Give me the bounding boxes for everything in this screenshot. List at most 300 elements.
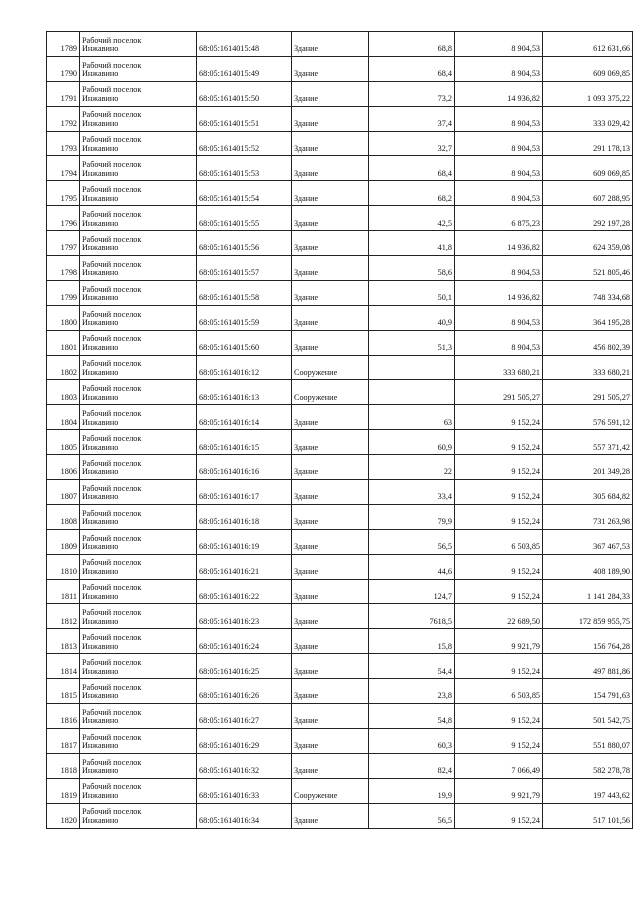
object-type: Здание [292, 131, 369, 156]
object-type: Здание [292, 579, 369, 604]
cadastral-number: 68:05:1614016:12 [197, 355, 292, 380]
locality-line-2: Инжавино [82, 367, 119, 377]
locality [80, 81, 197, 106]
locality-line-2: Инжавино [82, 716, 119, 726]
area-value: 82,4 [369, 753, 455, 778]
table-row [47, 728, 633, 753]
cadastral-number: 68:05:1614015:56 [197, 231, 292, 256]
locality-line-2: Инжавино [82, 567, 119, 576]
object-type: Здание [292, 728, 369, 753]
table-row [47, 455, 633, 480]
locality-line-1: Рабочий поселок [82, 782, 142, 792]
cadastral-number: 68:05:1614016:13 [197, 380, 292, 405]
locality-line-2: Инжавино [82, 542, 119, 552]
cadastral-value: 607 288,95 [543, 181, 633, 206]
table-row [47, 206, 633, 231]
row-number: 1790 [47, 56, 80, 81]
table-row [47, 32, 633, 57]
cadastral-number: 68:05:1614015:57 [197, 256, 292, 281]
unit-price: 9 152,24 [455, 430, 543, 455]
table-row [47, 778, 633, 803]
cadastral-value: 156 764,28 [543, 629, 633, 654]
locality-line-2: Инжавино [82, 492, 119, 502]
locality [80, 778, 197, 803]
area-value: 73,2 [369, 81, 455, 106]
unit-price: 9 152,24 [455, 554, 543, 579]
locality-line-2: Инжавино [82, 392, 119, 402]
locality-line-1: Рабочий поселок [82, 657, 142, 667]
row-number: 1794 [47, 156, 80, 181]
row-number: 1812 [47, 604, 80, 629]
row-number: 1800 [47, 305, 80, 330]
cadastral-value: 367 467,53 [543, 529, 633, 554]
locality [80, 629, 197, 654]
row-number: 1804 [47, 405, 80, 430]
locality-line-2: Инжавино [82, 94, 119, 104]
locality-line-2: Инжавино [82, 143, 119, 153]
locality [80, 554, 197, 579]
locality [80, 56, 197, 81]
row-number: 1799 [47, 280, 80, 305]
locality-line-1: Рабочий поселок [82, 284, 142, 294]
area-value [369, 380, 455, 405]
row-number: 1815 [47, 679, 80, 704]
area-value [369, 355, 455, 380]
object-type: Здание [292, 206, 369, 231]
locality-line-1: Рабочий поселок [82, 85, 142, 95]
row-number: 1816 [47, 704, 80, 729]
locality-line-1: Рабочий поселок [82, 508, 142, 518]
unit-price: 14 936,82 [455, 231, 543, 256]
locality-line-2: Инжавино [82, 741, 119, 751]
locality-line-1: Рабочий поселок [82, 583, 142, 593]
object-type: Сооружение [292, 355, 369, 380]
unit-price: 8 904,53 [455, 330, 543, 355]
locality-line-2: Инжавино [82, 243, 119, 253]
object-type: Здание [292, 405, 369, 430]
object-type: Здание [292, 256, 369, 281]
area-value: 7618,5 [369, 604, 455, 629]
locality-line-2: Инжавино [82, 815, 119, 825]
table-row [47, 380, 633, 405]
locality-line-1: Рабочий поселок [82, 757, 142, 767]
object-type: Здание [292, 704, 369, 729]
locality [80, 753, 197, 778]
object-type: Здание [292, 654, 369, 679]
cadastral-number: 68:05:1614015:58 [197, 280, 292, 305]
unit-price: 14 936,82 [455, 280, 543, 305]
area-value: 51,3 [369, 330, 455, 355]
object-type: Здание [292, 156, 369, 181]
cadastral-number: 68:05:1614016:22 [197, 579, 292, 604]
row-number: 1811 [47, 579, 80, 604]
locality [80, 504, 197, 529]
locality [80, 380, 197, 405]
area-value: 15,8 [369, 629, 455, 654]
locality-line-1: Рабочий поселок [82, 160, 142, 170]
row-number: 1798 [47, 256, 80, 281]
row-number: 1819 [47, 778, 80, 803]
locality-line-1: Рабочий поселок [82, 135, 142, 145]
area-value: 60,9 [369, 430, 455, 455]
object-type: Здание [292, 455, 369, 480]
row-number: 1791 [47, 81, 80, 106]
row-number: 1796 [47, 206, 80, 231]
table-body [47, 32, 633, 829]
cadastral-number: 68:05:1614016:25 [197, 654, 292, 679]
unit-price: 8 904,53 [455, 106, 543, 131]
locality [80, 305, 197, 330]
locality [80, 803, 197, 828]
object-type: Здание [292, 480, 369, 505]
locality-line-2: Инжавино [82, 417, 119, 427]
unit-price: 9 152,24 [455, 579, 543, 604]
table-row [47, 330, 633, 355]
object-type: Здание [292, 231, 369, 256]
table-row [47, 654, 633, 679]
object-type: Сооружение [292, 778, 369, 803]
locality-line-2: Инжавино [82, 193, 119, 203]
cadastral-number: 68:05:1614016:18 [197, 504, 292, 529]
locality [80, 280, 197, 305]
cadastral-value: 624 359,08 [543, 231, 633, 256]
unit-price: 9 921,79 [455, 778, 543, 803]
locality-line-2: Инжавино [82, 616, 119, 626]
unit-price: 291 505,27 [455, 380, 543, 405]
object-type: Здание [292, 305, 369, 330]
area-value: 79,9 [369, 504, 455, 529]
cadastral-number: 68:05:1614016:17 [197, 480, 292, 505]
cadastral-value: 609 069,85 [543, 156, 633, 181]
table-row [47, 156, 633, 181]
area-value: 54,4 [369, 654, 455, 679]
object-type: Здание [292, 504, 369, 529]
unit-price: 9 152,24 [455, 728, 543, 753]
area-value: 42,5 [369, 206, 455, 231]
locality-line-2: Инжавино [82, 467, 119, 477]
unit-price: 9 152,24 [455, 704, 543, 729]
table-row [47, 181, 633, 206]
cadastral-value: 364 195,28 [543, 305, 633, 330]
locality-line-2: Инжавино [82, 118, 119, 128]
locality-line-1: Рабочий поселок [82, 732, 142, 742]
unit-price: 9 152,24 [455, 803, 543, 828]
area-value: 37,4 [369, 106, 455, 131]
object-type: Здание [292, 430, 369, 455]
object-type: Здание [292, 280, 369, 305]
unit-price: 6 875,23 [455, 206, 543, 231]
locality [80, 131, 197, 156]
unit-price: 7 066,49 [455, 753, 543, 778]
cadastral-number: 68:05:1614015:50 [197, 81, 292, 106]
locality [80, 529, 197, 554]
cadastral-value: 408 189,90 [543, 554, 633, 579]
locality-line-2: Инжавино [82, 517, 119, 527]
cadastral-value: 291 505,27 [543, 380, 633, 405]
locality [80, 604, 197, 629]
cadastral-number: 68:05:1614015:55 [197, 206, 292, 231]
cadastral-number: 68:05:1614015:49 [197, 56, 292, 81]
table-row [47, 430, 633, 455]
unit-price: 8 904,53 [455, 156, 543, 181]
cadastral-value: 456 802,39 [543, 330, 633, 355]
table-row [47, 604, 633, 629]
cadastral-value: 731 263,98 [543, 504, 633, 529]
locality-line-1: Рабочий поселок [82, 185, 142, 195]
cadastral-number: 68:05:1614015:51 [197, 106, 292, 131]
locality-line-1: Рабочий поселок [82, 234, 142, 244]
object-type: Здание [292, 554, 369, 579]
object-type: Здание [292, 679, 369, 704]
row-number: 1820 [47, 803, 80, 828]
locality-line-1: Рабочий поселок [82, 110, 142, 120]
locality-line-2: Инжавино [82, 318, 119, 328]
locality-line-2: Инжавино [82, 442, 119, 452]
locality [80, 704, 197, 729]
area-value: 68,2 [369, 181, 455, 206]
locality-line-1: Рабочий поселок [82, 60, 142, 70]
locality-line-1: Рабочий поселок [82, 259, 142, 269]
table-row [47, 753, 633, 778]
row-number: 1793 [47, 131, 80, 156]
cadastral-number: 68:05:1614016:24 [197, 629, 292, 654]
unit-price: 8 904,53 [455, 256, 543, 281]
table-row [47, 480, 633, 505]
cadastral-value: 748 334,68 [543, 280, 633, 305]
locality-line-1: Рабочий поселок [82, 334, 142, 344]
locality-line-2: Инжавино [82, 342, 119, 352]
locality-line-1: Рабочий поселок [82, 483, 142, 493]
locality [80, 156, 197, 181]
locality [80, 405, 197, 430]
locality [80, 206, 197, 231]
table-row [47, 56, 633, 81]
locality-line-1: Рабочий поселок [82, 558, 142, 568]
object-type: Сооружение [292, 380, 369, 405]
locality-line-1: Рабочий поселок [82, 35, 142, 45]
cadastral-number: 68:05:1614016:26 [197, 679, 292, 704]
unit-price: 9 152,24 [455, 654, 543, 679]
area-value: 54,8 [369, 704, 455, 729]
unit-price: 9 152,24 [455, 405, 543, 430]
locality-line-2: Инжавино [82, 591, 119, 601]
locality-line-1: Рабочий поселок [82, 384, 142, 394]
table-row [47, 504, 633, 529]
locality [80, 480, 197, 505]
cadastral-value: 291 178,13 [543, 131, 633, 156]
locality-line-2: Инжавино [82, 69, 119, 79]
locality-line-2: Инжавино [82, 218, 119, 228]
locality-line-1: Рабочий поселок [82, 409, 142, 419]
area-value: 56,5 [369, 803, 455, 828]
locality-line-1: Рабочий поселок [82, 682, 142, 692]
locality-line-2: Инжавино [82, 168, 119, 178]
cadastral-value: 1 093 375,22 [543, 81, 633, 106]
locality-line-1: Рабочий поселок [82, 309, 142, 319]
cadastral-number: 68:05:1614015:48 [197, 32, 292, 57]
table-row [47, 679, 633, 704]
object-type: Здание [292, 529, 369, 554]
locality [80, 455, 197, 480]
row-number: 1805 [47, 430, 80, 455]
table-row [47, 106, 633, 131]
table-row [47, 554, 633, 579]
cadastral-value: 501 542,75 [543, 704, 633, 729]
locality-line-2: Инжавино [82, 293, 119, 303]
locality-line-2: Инжавино [82, 766, 119, 776]
locality-line-2: Инжавино [82, 641, 119, 651]
cadastral-number: 68:05:1614015:60 [197, 330, 292, 355]
unit-price: 8 904,53 [455, 32, 543, 57]
locality-line-1: Рабочий поселок [82, 533, 142, 543]
table-row [47, 704, 633, 729]
locality [80, 430, 197, 455]
cadastral-number: 68:05:1614016:32 [197, 753, 292, 778]
cadastral-value: 557 371,42 [543, 430, 633, 455]
area-value: 22 [369, 455, 455, 480]
unit-price: 22 689,50 [455, 604, 543, 629]
object-type: Здание [292, 106, 369, 131]
area-value: 68,4 [369, 156, 455, 181]
cadastral-value: 154 791,63 [543, 679, 633, 704]
table-row [47, 81, 633, 106]
locality [80, 579, 197, 604]
area-value: 124,7 [369, 579, 455, 604]
cadastral-value: 609 069,85 [543, 56, 633, 81]
table-row [47, 529, 633, 554]
row-number: 1813 [47, 629, 80, 654]
cadastral-value: 197 443,62 [543, 778, 633, 803]
table-row [47, 579, 633, 604]
locality [80, 256, 197, 281]
table-row [47, 305, 633, 330]
cadastral-number: 68:05:1614016:21 [197, 554, 292, 579]
row-number: 1818 [47, 753, 80, 778]
cadastral-number: 68:05:1614015:54 [197, 181, 292, 206]
table-row [47, 355, 633, 380]
area-value: 63 [369, 405, 455, 430]
row-number: 1809 [47, 529, 80, 554]
locality [80, 231, 197, 256]
cadastral-value: 497 881,86 [543, 654, 633, 679]
unit-price: 14 936,82 [455, 81, 543, 106]
unit-price: 9 152,24 [455, 455, 543, 480]
object-type: Здание [292, 629, 369, 654]
row-number: 1806 [47, 455, 80, 480]
cadastral-number: 68:05:1614016:16 [197, 455, 292, 480]
object-type: Здание [292, 56, 369, 81]
row-number: 1801 [47, 330, 80, 355]
object-type: Здание [292, 181, 369, 206]
cadastral-value: 582 278,78 [543, 753, 633, 778]
area-value: 60,3 [369, 728, 455, 753]
cadastral-value: 1 141 284,33 [543, 579, 633, 604]
area-value: 50,1 [369, 280, 455, 305]
cadastral-number: 68:05:1614016:34 [197, 803, 292, 828]
row-number: 1817 [47, 728, 80, 753]
cadastral-number: 68:05:1614016:23 [197, 604, 292, 629]
cadastral-number: 68:05:1614016:29 [197, 728, 292, 753]
unit-price: 9 921,79 [455, 629, 543, 654]
cadastral-value-table [46, 31, 633, 829]
area-value: 44,6 [369, 554, 455, 579]
cadastral-value: 305 684,82 [543, 480, 633, 505]
table-row [47, 280, 633, 305]
locality [80, 32, 197, 57]
cadastral-number: 68:05:1614016:33 [197, 778, 292, 803]
row-number: 1795 [47, 181, 80, 206]
unit-price: 8 904,53 [455, 305, 543, 330]
row-number: 1802 [47, 355, 80, 380]
row-number: 1807 [47, 480, 80, 505]
locality [80, 728, 197, 753]
cadastral-number: 68:05:1614016:14 [197, 405, 292, 430]
unit-price: 8 904,53 [455, 131, 543, 156]
unit-price: 333 680,21 [455, 355, 543, 380]
locality-line-1: Рабочий поселок [82, 807, 142, 817]
area-value: 68,8 [369, 32, 455, 57]
locality-line-2: Инжавино [82, 666, 119, 676]
area-value: 33,4 [369, 480, 455, 505]
table-row [47, 405, 633, 430]
area-value: 40,9 [369, 305, 455, 330]
cadastral-number: 68:05:1614016:27 [197, 704, 292, 729]
row-number: 1789 [47, 32, 80, 57]
area-value: 58,6 [369, 256, 455, 281]
locality-line-1: Рабочий поселок [82, 458, 142, 468]
cadastral-number: 68:05:1614015:53 [197, 156, 292, 181]
row-number: 1814 [47, 654, 80, 679]
area-value: 68,4 [369, 56, 455, 81]
row-number: 1808 [47, 504, 80, 529]
table-row [47, 629, 633, 654]
area-value: 23,8 [369, 679, 455, 704]
area-value: 41,8 [369, 231, 455, 256]
cadastral-number: 68:05:1614015:59 [197, 305, 292, 330]
unit-price: 8 904,53 [455, 181, 543, 206]
locality [80, 330, 197, 355]
row-number: 1810 [47, 554, 80, 579]
table-row [47, 256, 633, 281]
cadastral-number: 68:05:1614015:52 [197, 131, 292, 156]
row-number: 1797 [47, 231, 80, 256]
object-type: Здание [292, 81, 369, 106]
table-row [47, 231, 633, 256]
locality-line-2: Инжавино [82, 791, 119, 801]
area-value: 19,9 [369, 778, 455, 803]
cadastral-number: 68:05:1614016:15 [197, 430, 292, 455]
unit-price: 6 503,85 [455, 529, 543, 554]
unit-price: 6 503,85 [455, 679, 543, 704]
cadastral-value: 551 880,07 [543, 728, 633, 753]
locality [80, 181, 197, 206]
locality-line-2: Инжавино [82, 268, 119, 278]
locality-line-1: Рабочий поселок [82, 359, 142, 369]
locality-line-1: Рабочий поселок [82, 707, 142, 717]
object-type: Здание [292, 803, 369, 828]
cadastral-number: 68:05:1614016:19 [197, 529, 292, 554]
locality [80, 106, 197, 131]
cadastral-value: 292 197,28 [543, 206, 633, 231]
object-type: Здание [292, 32, 369, 57]
table-row [47, 803, 633, 828]
locality [80, 355, 197, 380]
cadastral-value: 576 591,12 [543, 405, 633, 430]
cadastral-value: 201 349,28 [543, 455, 633, 480]
cadastral-value: 333 680,21 [543, 355, 633, 380]
locality-line-2: Инжавино [82, 44, 119, 54]
locality-line-1: Рабочий поселок [82, 209, 142, 219]
